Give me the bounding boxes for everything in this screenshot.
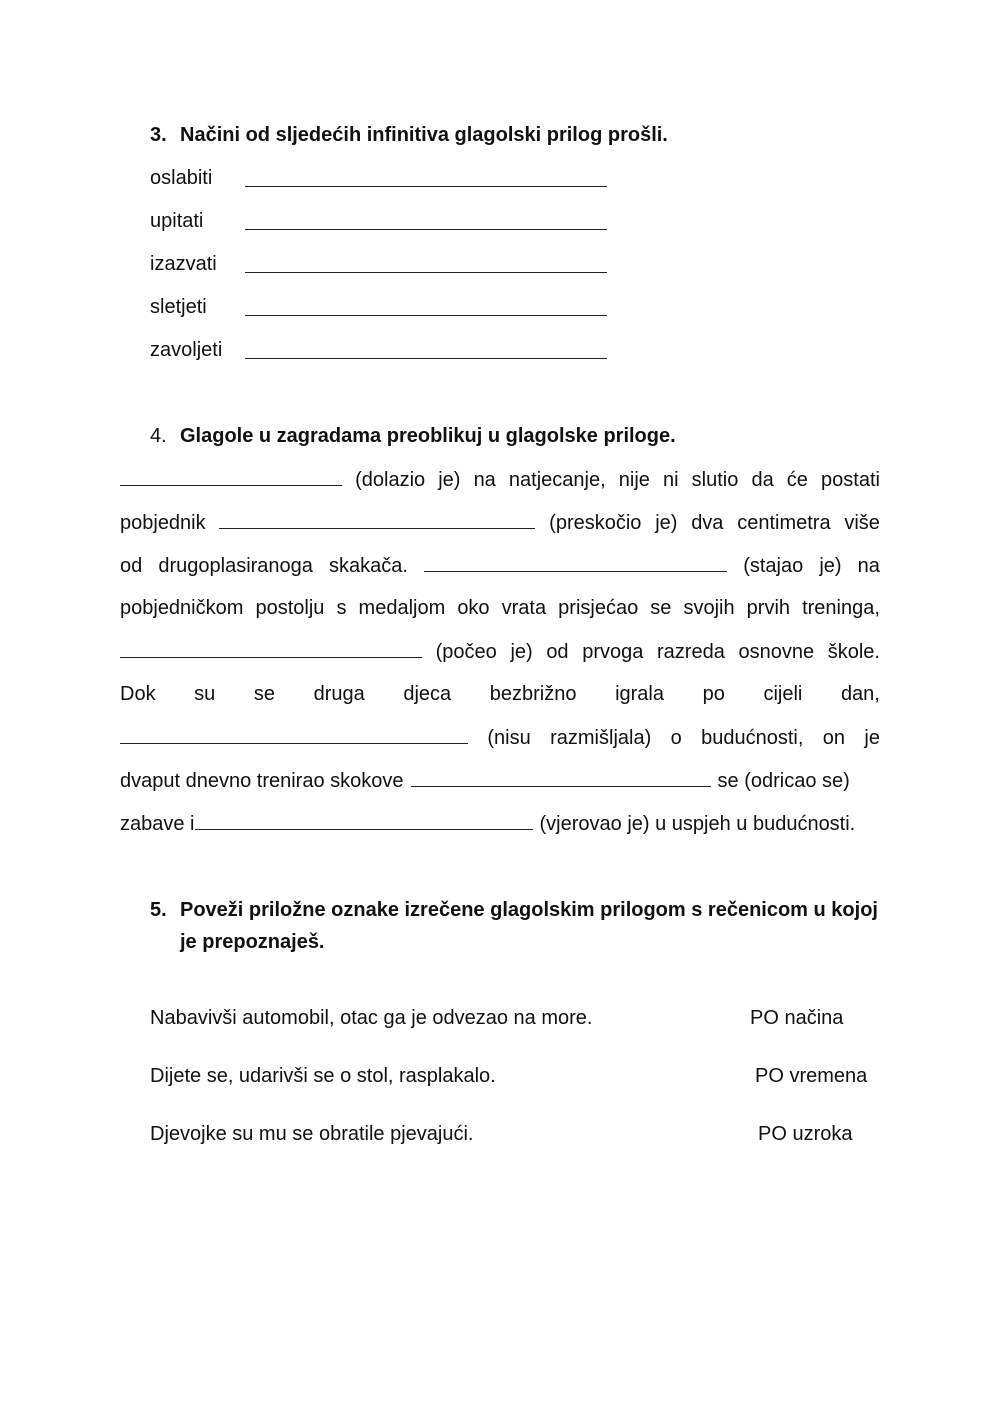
answer-blank[interactable] xyxy=(245,229,607,230)
word: vrata xyxy=(501,597,547,619)
section5-number: 5. xyxy=(150,899,167,921)
paragraph-line xyxy=(120,510,880,553)
paragraph-line xyxy=(120,596,880,639)
word: ni xyxy=(662,469,679,491)
infinitive-item: upitati xyxy=(150,210,204,232)
word: druga xyxy=(313,683,365,705)
answer-blank[interactable] xyxy=(245,315,607,316)
paragraph-line xyxy=(120,553,880,596)
word: pobjedničkom xyxy=(120,597,244,619)
word: postolju xyxy=(255,597,325,619)
section3-title: Načini od sljedećih infinitiva glagolski prilog prošli. xyxy=(180,124,668,146)
answer-blank[interactable] xyxy=(245,272,607,273)
word: (počeo xyxy=(435,641,497,663)
word: skakača. xyxy=(329,555,408,577)
infinitive-item: izazvati xyxy=(150,253,217,275)
word: više xyxy=(844,512,880,534)
answer-blank[interactable] xyxy=(120,639,422,658)
match-answer[interactable]: PO načina xyxy=(750,1007,844,1029)
word: razmišljala) xyxy=(550,727,652,749)
section5-title-line1: Poveži priložne oznake izrečene glagolskim prilogom s rečenicom u kojoj xyxy=(180,899,878,921)
word: je) xyxy=(510,641,533,663)
paragraph-line xyxy=(120,768,880,811)
word: su xyxy=(194,683,216,705)
word: se xyxy=(253,683,276,705)
answer-blank[interactable] xyxy=(411,768,711,787)
answer-blank[interactable] xyxy=(219,510,535,529)
answer-blank[interactable] xyxy=(245,186,607,187)
word: budućnosti, xyxy=(701,727,804,749)
word: cijeli xyxy=(763,683,803,705)
word: slutio xyxy=(691,469,739,491)
word: o xyxy=(670,727,682,749)
word: djeca xyxy=(403,683,452,705)
word: prisjećao xyxy=(558,597,639,619)
word: (stajao xyxy=(743,555,804,577)
match-answer[interactable]: PO uzroka xyxy=(758,1123,853,1145)
word: razreda xyxy=(657,641,725,663)
word: se xyxy=(650,597,672,619)
section4-number: 4. xyxy=(150,425,167,447)
paragraph-line xyxy=(120,811,880,854)
word: škole. xyxy=(827,641,880,663)
word: je xyxy=(864,727,880,749)
word: bezbrižno xyxy=(489,683,577,705)
section4-title: Glagole u zagradama preoblikuj u glagolske priloge. xyxy=(180,425,676,447)
word: (nisu xyxy=(487,727,531,749)
match-sentence[interactable]: Djevojke su mu se obratile pjevajući. xyxy=(150,1123,474,1145)
word: medaljom xyxy=(358,597,446,619)
word: Dok xyxy=(120,683,156,705)
word: od xyxy=(120,555,143,577)
word: s xyxy=(336,597,347,619)
word: dva xyxy=(691,512,724,534)
word: će xyxy=(786,469,808,491)
answer-blank[interactable] xyxy=(424,553,727,572)
answer-blank[interactable] xyxy=(120,725,468,744)
word: treninga, xyxy=(802,597,880,619)
word: da xyxy=(751,469,774,491)
paragraph-line xyxy=(120,725,880,768)
section5-title-line2: je prepoznaješ. xyxy=(180,931,325,953)
infinitive-item: oslabiti xyxy=(150,167,213,189)
word: dan, xyxy=(840,683,880,705)
word: (dolazio xyxy=(355,469,426,491)
answer-blank[interactable] xyxy=(120,467,342,486)
paragraph-line xyxy=(120,682,880,725)
word: prvih xyxy=(746,597,791,619)
word: je) xyxy=(438,469,461,491)
word: on xyxy=(822,727,846,749)
paragraph-line xyxy=(120,639,880,682)
match-sentence[interactable]: Nabavivši automobil, otac ga je odvezao na more. xyxy=(150,1007,593,1029)
word: svojih xyxy=(683,597,735,619)
match-answer[interactable]: PO vremena xyxy=(755,1065,868,1087)
word: zabave i xyxy=(120,813,195,835)
word: se (odricao se) xyxy=(717,770,850,792)
infinitive-item: sletjeti xyxy=(150,296,207,318)
exercise-paragraph xyxy=(120,467,880,854)
word: natjecanje, xyxy=(508,469,606,491)
word: (preskočio xyxy=(549,512,642,534)
word: dvaput dnevno trenirao skokove xyxy=(120,770,404,792)
word: pobjednik xyxy=(120,512,206,534)
word: je) xyxy=(655,512,678,534)
word: od xyxy=(546,641,569,663)
answer-blank[interactable] xyxy=(245,358,607,359)
word: postati xyxy=(821,469,880,491)
answer-blank[interactable] xyxy=(195,811,533,830)
match-sentence[interactable]: Dijete se, udarivši se o stol, rasplakalo. xyxy=(150,1065,496,1087)
paragraph-line xyxy=(120,467,880,510)
word: (vjerovao je) u uspjeh u budućnosti. xyxy=(539,813,856,835)
section3-number: 3. xyxy=(150,124,167,146)
word: drugoplasiranoga xyxy=(158,555,313,577)
word: prvoga xyxy=(582,641,644,663)
word: oko xyxy=(457,597,490,619)
word: osnovne xyxy=(738,641,815,663)
word: na xyxy=(857,555,880,577)
word: nije xyxy=(618,469,650,491)
word: je) xyxy=(819,555,842,577)
word: centimetra xyxy=(737,512,831,534)
word: na xyxy=(473,469,496,491)
infinitive-item: zavoljeti xyxy=(150,339,223,361)
word: igrala xyxy=(615,683,664,705)
word: po xyxy=(702,683,725,705)
